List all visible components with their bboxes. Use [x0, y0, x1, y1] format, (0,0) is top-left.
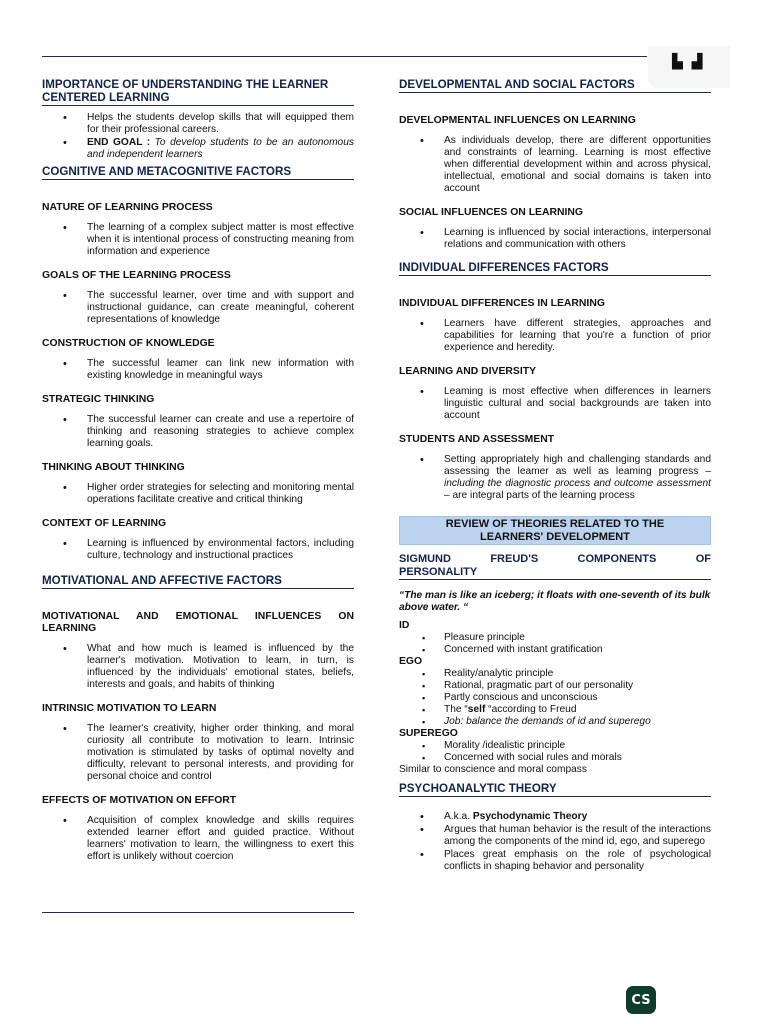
- corner-bracket-icon: ▙ ▟: [672, 54, 705, 70]
- social-influences-heading: SOCIAL INFLUENCES ON LEARNING: [399, 207, 583, 218]
- context-learning-heading: CONTEXT OF LEARNING: [42, 518, 167, 529]
- individual-differences-learning-heading: INDIVIDUAL DIFFERENCES IN LEARNING: [399, 298, 605, 309]
- id-list: [399, 632, 711, 656]
- ego-list: [399, 668, 711, 728]
- psychoanalytic-list: [399, 811, 711, 873]
- list-item: ▪ Concerned with instant gratification: [444, 644, 711, 656]
- id-label: ID: [399, 620, 410, 631]
- list-item: • END GOAL : To develop students to be an autonomous and independent learners: [87, 137, 354, 161]
- developmental-heading: DEVELOPMENTAL AND SOCIAL FACTORS: [399, 78, 711, 93]
- list-item: • What and how much is leamed is influenced by the learner's motivation. Motivation to learn, in turn, is influenced by the individuals' emotional states, beliefs, interests and goals, and habits of thinking: [87, 643, 354, 691]
- list-item: • Learning is influenced by social interactions, interpersonal relations and communication with others: [444, 227, 711, 251]
- superego-label: SUPEREGO: [399, 728, 458, 739]
- effects-motivation-heading: EFFECTS OF MOTIVATION ON EFFORT: [42, 795, 237, 806]
- freud-heading: SIGMUND FREUD'S COMPONENTS OF PERSONALITY: [399, 553, 711, 578]
- left-column: [42, 74, 354, 867]
- list-item: • Acquisition of complex knowledge and skills requires extended learner effort and guided practice. Without learners' motivation to learn, the willingness to exert this effort is unlikely without coercion: [87, 815, 354, 863]
- intrinsic-motivation-heading: INTRINSIC MOTIVATION TO LEARN: [42, 703, 217, 714]
- review-theories-banner: REVIEW OF THEORIES RELATED TO THE LEARNERS' DEVELOPMENT: [399, 516, 711, 545]
- list-item: • The learning of a complex subject matter is most effective when it is intentional process of constructing meaning from information and experience: [87, 222, 354, 258]
- importance-heading: IMPORTANCE OF UNDERSTANDING THE LEARNER CENTERED LEARNING: [42, 78, 354, 106]
- camscanner-logo-icon: CS: [626, 986, 656, 1014]
- thinking-about-thinking-heading: THINKING ABOUT THINKING: [42, 462, 185, 473]
- list-item: • Setting appropriately high and challenging standards and assessing the leamer as well as leaming progress – including the diagnostic process and outcome assessment – are integral parts of the learning process: [444, 454, 711, 502]
- motivational-influences-heading: MOTIVATIONAL AND EMOTIONAL INFLUENCES ON LEARNING: [42, 611, 354, 634]
- list-item: • As individuals develop, there are different opportunities and constraints of learning. Learning is most effective when differential development within and across physical, intellectual, emotional and social domains is taken into account: [444, 135, 711, 195]
- strategic-thinking-heading: STRATEGIC THINKING: [42, 394, 155, 405]
- top-rule: [42, 56, 647, 57]
- construction-knowledge-heading: CONSTRUCTION OF KNOWLEDGE: [42, 338, 215, 349]
- bottom-rule: [42, 912, 354, 913]
- goals-learning-heading: GOALS OF THE LEARNING PROCESS: [42, 270, 231, 281]
- list-item: • The successful learner can create and use a repertoire of thinking and reasoning strategies to achieve complex learning goals.: [87, 414, 354, 450]
- cognitive-heading: COGNITIVE AND METACOGNITIVE FACTORS: [42, 165, 354, 180]
- list-item: • The successful learner, over time and with support and instructional guidance, can create meaningful, coherent representations of knowledge: [87, 290, 354, 326]
- list-item: ▪ The “self “according to Freud: [444, 704, 711, 716]
- learning-diversity-heading: LEARNING AND DIVERSITY: [399, 366, 537, 377]
- right-column: [399, 74, 711, 877]
- list-item: ▪ Partly conscious and unconscious: [444, 692, 711, 704]
- list-item: • Leaming is most effective when differences in learners linguistic cultural and social backgrounds are taken into account: [444, 386, 711, 422]
- list-item: • Places great emphasis on the role of psychological conflicts in shaping behavior and personality: [444, 849, 711, 873]
- superego-note: Similar to conscience and moral compass: [399, 764, 587, 775]
- list-item: ▪ Rational, pragmatic part of our personality: [444, 680, 711, 692]
- list-item: • Learning is influenced by environmental factors, including culture, technology and instructional practices: [87, 538, 354, 562]
- psychoanalytic-heading: PSYCHOANALYTIC THEORY: [399, 782, 711, 797]
- nature-learning-heading: NATURE OF LEARNING PROCESS: [42, 202, 213, 213]
- list-item: • Helps the students develop skills that will equipped them for their professional careers.: [87, 112, 354, 136]
- list-item: • The learner's creativity, higher order thinking, and moral curiosity all contribute to motivation to learn. Intrinsic motivation is stimulated by tasks of optimal novelty and difficulty, relevant to personal interests, and providing for personal choice and control: [87, 723, 354, 783]
- list-item: ▪ Job: balance the demands of id and superego: [444, 716, 711, 728]
- importance-list: [42, 112, 354, 161]
- list-item: ▪ Pleasure principle: [444, 632, 711, 644]
- list-item: ▪ Concerned with social rules and morals: [444, 752, 711, 764]
- list-item: • Learners have different strategies, approaches and capabilities for learning that you're a function of prior experience and heredity.: [444, 318, 711, 354]
- superego-list: [399, 740, 711, 764]
- list-item: • A.k.a. Psychodynamic Theory: [444, 811, 711, 823]
- list-item: • Higher order strategies for selecting and monitoring mental operations facilitate creative and critical thinking: [87, 482, 354, 506]
- students-assessment-heading: STUDENTS AND ASSESSMENT: [399, 434, 555, 445]
- list-item: ▪ Morality /idealistic principle: [444, 740, 711, 752]
- list-item: ▪ Reality/analytic principle: [444, 668, 711, 680]
- ego-label: EGO: [399, 656, 423, 667]
- list-item: • Argues that human behavior is the result of the interactions among the components of the mind id, ego, and superego: [444, 824, 711, 848]
- individual-differences-heading: INDIVIDUAL DIFFERENCES FACTORS: [399, 261, 711, 276]
- iceberg-quote: “The man is like an iceberg; it floats with one-seventh of its bulk above water. “: [399, 590, 711, 613]
- list-item: • The successful leamer can link new information with existing knowledge in meaningful ways: [87, 358, 354, 382]
- motivational-heading: MOTIVATIONAL AND AFFECTIVE FACTORS: [42, 574, 354, 589]
- developmental-influences-heading: DEVELOPMENTAL INFLUENCES ON LEARNING: [399, 115, 636, 126]
